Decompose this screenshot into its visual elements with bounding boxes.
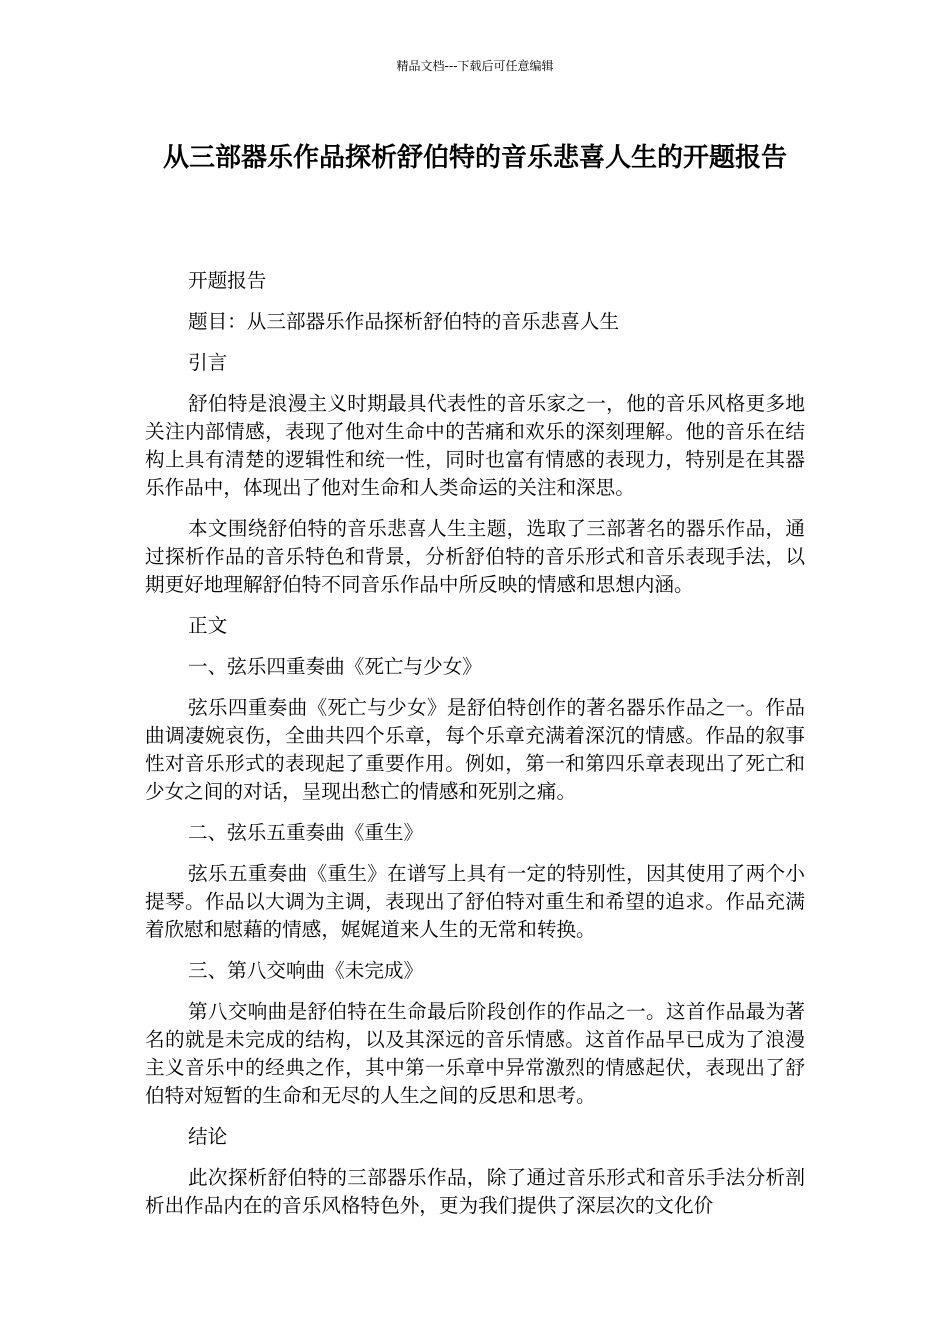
section-heading: 正文 — [188, 614, 228, 637]
body-paragraph: 弦乐四重奏曲《死亡与少女》是舒伯特创作的著名器乐作品之一。作品曲调凄婉哀伤，全曲共四个乐章，每个乐章充满着深沉的情感。作品的叙事性对音乐形式的表现起了重要作用。例如，第一和第四乐章表现出了死亡和少女之间的对话，呈现出愁亡的情感和死别之痛。 — [145, 696, 805, 803]
section-heading: 三、第八交响曲《未完成》 — [188, 959, 424, 982]
section-heading: 引言 — [188, 351, 228, 374]
section-heading: 结论 — [188, 1125, 228, 1148]
body-paragraph: 第八交响曲是舒伯特在生命最后阶段创作的作品之一。这首作品最为著名的就是未完成的结构，以及其深远的音乐情感。这首作品早已成为了浪漫主义音乐中的经典之作，其中第一乐章中异常激烈的情感起伏，表现出了舒伯特对短暂的生命和无尽的人生之间的反思和思考。 — [145, 1000, 805, 1107]
body-paragraph: 舒伯特是浪漫主义时期最具代表性的音乐家之一，他的音乐风格更多地关注内部情感，表现了他对生命中的苦痛和欢乐的深刻理解。他的音乐在结构上具有清楚的逻辑性和统一性，同时也富有情感的表现力，特别是在其器乐作品中，体现出了他对生命和人类命运的关注和深思。 — [145, 392, 805, 499]
section-heading: 开题报告 — [188, 269, 267, 292]
body-paragraph: 本文围绕舒伯特的音乐悲喜人生主题，选取了三部著名的器乐作品，通过探析作品的音乐特色和背景，分析舒伯特的音乐形式和音乐表现手法，以期更好地理解舒伯特不同音乐作品中所反映的情感和思想内涵。 — [145, 517, 805, 596]
body-paragraph: 弦乐五重奏曲《重生》在谱写上具有一定的特别性，因其使用了两个小提琴。作品以大调为主调，表现出了舒伯特对重生和希望的追求。作品充满着欣慰和慰藉的情感，娓娓道来人生的无常和转换。 — [145, 862, 805, 941]
section-heading: 二、弦乐五重奏曲《重生》 — [188, 821, 424, 844]
section-heading: 题目：从三部器乐作品探析舒伯特的音乐悲喜人生 — [188, 310, 620, 333]
document-body — [145, 267, 805, 1233]
section-heading: 一、弦乐四重奏曲《死亡与少女》 — [188, 655, 482, 678]
body-paragraph: 此次探析舒伯特的三部器乐作品，除了通过音乐形式和音乐手法分析剖析出作品内在的音乐风格特色外，更为我们提供了深层次的文化价 — [145, 1166, 805, 1217]
document-title: 从三部器乐作品探析舒伯特的音乐悲喜人生的开题报告 — [162, 143, 787, 173]
header-note: 精品文档---下载后可任意编辑 — [396, 59, 554, 73]
